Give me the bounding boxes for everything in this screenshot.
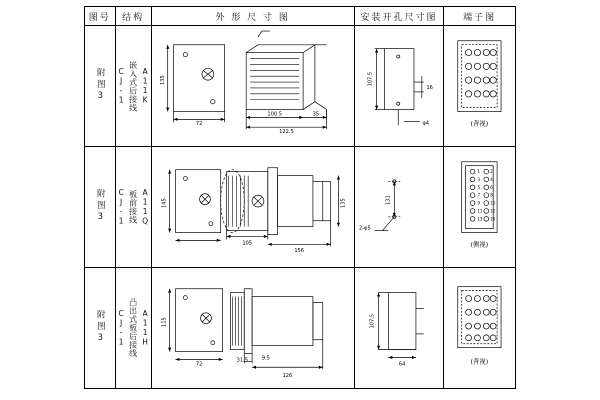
row2-id-cell — [85, 147, 116, 268]
row1-outline-drawing — [152, 26, 354, 146]
row3-outline-cell — [151, 268, 354, 389]
row2-struct-model: CJ-1 — [116, 188, 126, 226]
row2-id-label: 附图3 — [95, 189, 106, 225]
row1-term-note: (背视) — [470, 119, 489, 128]
row1-id-label: 附图3 — [95, 68, 106, 104]
row3-dim-315: 31.5 — [236, 357, 248, 364]
row2-struct-code: A11Q — [140, 188, 150, 226]
row2-term-label-7: 7 — [477, 192, 481, 198]
row2-term-label-11: 11 — [477, 208, 483, 214]
row2-term-label-14: 14 — [490, 216, 496, 222]
row2-term-label-12: 12 — [490, 208, 496, 214]
row1-mount-cell — [354, 26, 443, 147]
row3-id-cell — [85, 268, 116, 389]
row2-term-note: (侧视) — [470, 240, 489, 249]
row2-mount-drawing — [355, 147, 443, 267]
table-row — [85, 147, 516, 268]
specification-table — [84, 6, 516, 389]
row3-struct-text: 凸出式板后接线 — [128, 298, 138, 358]
row2-dim-105: 105 — [241, 240, 252, 247]
row3-struct-model: CJ-1 — [116, 309, 126, 347]
row2-dim-156: 156 — [293, 248, 304, 255]
row3-dim-126: 126 — [282, 373, 292, 380]
row3-dim-72: 72 — [195, 361, 202, 368]
header-struct: 结构 — [115, 7, 151, 26]
row3-struct-cell — [115, 268, 151, 389]
row2-outline-cell — [151, 147, 354, 268]
row2-term-label-3: 3 — [477, 176, 481, 182]
row3-term-note: (背视) — [470, 357, 489, 366]
row1-dim-72: 72 — [195, 121, 202, 128]
row1-term-cell — [444, 26, 516, 147]
row2-term-label-5: 5 — [477, 184, 481, 190]
header-id: 图号 — [85, 7, 116, 26]
row2-struct-cell — [115, 147, 151, 268]
row2-terminal-drawing — [444, 147, 515, 267]
row1-dim-1225: 122.5 — [278, 129, 294, 136]
table-header-row — [85, 7, 516, 26]
row2-term-label-6: 6 — [490, 184, 493, 190]
row3-mount-dim-64: 64 — [398, 361, 406, 368]
row2-term-label-1: 1 — [477, 169, 481, 175]
row1-mount-dim-16: 16 — [426, 84, 433, 91]
row1-mount-drawing — [355, 26, 443, 146]
row1-dim-1005: 100.5 — [266, 111, 282, 118]
row1-dim-135: 135 — [159, 75, 166, 85]
row2-mount-dim-2phi5: 2-φ5 — [358, 225, 371, 232]
row2-outline-drawing — [152, 147, 354, 267]
table-row — [85, 26, 516, 147]
row1-mount-dim-phi4: φ4 — [422, 120, 429, 127]
row3-mount-dim-1075: 107.5 — [369, 313, 376, 329]
row2-term-cell — [444, 147, 516, 268]
row3-mount-cell — [354, 268, 443, 389]
row1-struct-code: A11K — [140, 67, 150, 105]
row2-term-label-2: 2 — [490, 169, 493, 175]
row2-struct-text: 板前接线 — [128, 190, 138, 224]
row2-mount-cell — [354, 147, 443, 268]
row2-dim-135: 135 — [339, 198, 346, 208]
table-row — [85, 268, 516, 389]
row1-id-cell — [85, 26, 116, 147]
row2-term-label-4: 4 — [490, 176, 493, 182]
row2-dim-145: 145 — [161, 198, 168, 208]
row1-struct-text: 嵌入式后接线 — [128, 60, 138, 112]
row2-mount-dim-131: 131 — [385, 195, 392, 205]
header-mount: 安装开孔尺寸图 — [354, 7, 443, 26]
row3-dim-115: 115 — [161, 317, 168, 327]
row3-outline-drawing — [152, 268, 354, 388]
row3-id-label: 附图3 — [95, 310, 106, 346]
row3-term-cell — [444, 268, 516, 389]
row1-mount-dim-1075: 107.5 — [367, 71, 374, 87]
row1-struct-model: CJ-1 — [116, 67, 126, 105]
row3-dim-95: 9.5 — [261, 355, 270, 362]
row3-struct-code: A11H — [140, 309, 150, 347]
header-outline: 外 形 尺 寸 图 — [151, 7, 354, 26]
row3-mount-drawing — [355, 268, 443, 388]
row1-terminal-drawing — [444, 26, 515, 146]
row2-term-label-10: 10 — [490, 200, 496, 206]
row1-struct-cell — [115, 26, 151, 147]
row2-term-label-13: 13 — [477, 216, 483, 222]
row2-term-label-8: 8 — [490, 192, 493, 198]
header-term: 端子图 — [444, 7, 516, 26]
row1-outline-cell — [151, 26, 354, 147]
row2-term-label-9: 9 — [477, 200, 481, 206]
row1-dim-35: 35 — [312, 111, 319, 118]
row3-terminal-drawing — [444, 268, 515, 388]
